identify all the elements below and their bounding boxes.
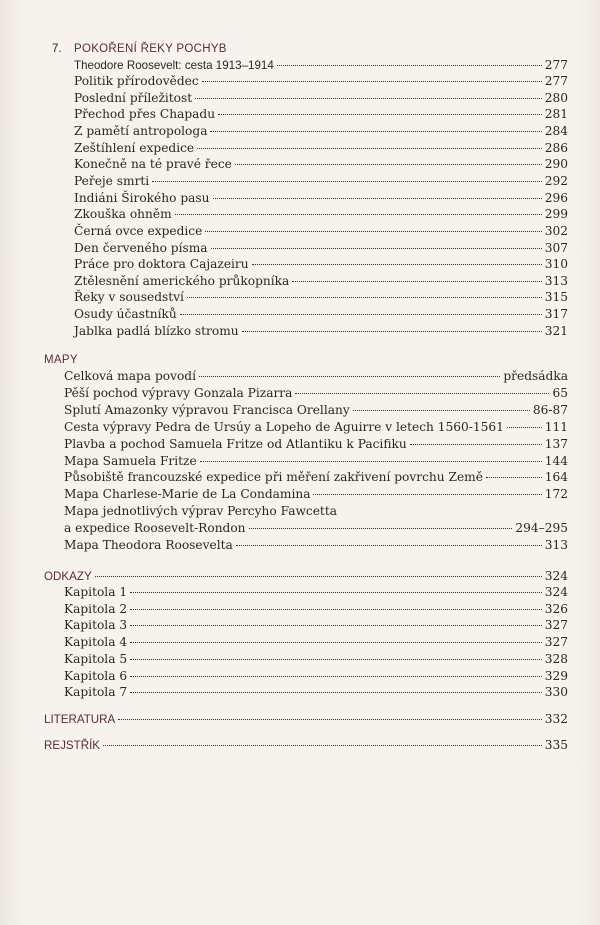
- toc-entry-page: 299: [544, 207, 568, 222]
- toc-entry-label: Z pamětí antropologa: [74, 123, 208, 138]
- dot-leader: [213, 198, 542, 199]
- toc-entry[interactable]: [74, 206, 568, 222]
- toc-entry-page: 294–295: [515, 521, 568, 536]
- dot-leader: [130, 642, 542, 643]
- dot-leader: [313, 494, 541, 495]
- dot-leader: [236, 545, 542, 546]
- references-heading-row[interactable]: [44, 568, 568, 584]
- toc-entry-page: 277: [544, 58, 568, 72]
- toc-entry-page: 327: [544, 635, 568, 650]
- toc-entry-label: Den červeného písma: [74, 240, 208, 255]
- toc-entry[interactable]: [64, 419, 568, 435]
- toc-entry[interactable]: [74, 223, 568, 239]
- toc-entry-label: Theodore Roosevelt: cesta 1913–1914: [74, 59, 274, 72]
- dot-leader: [103, 745, 542, 746]
- toc-entry-label: a expedice Roosevelt-Rondon: [64, 521, 246, 536]
- dot-leader: [130, 609, 542, 610]
- dot-leader: [187, 297, 542, 298]
- toc-entry[interactable]: [64, 436, 568, 452]
- dot-leader: [353, 410, 530, 411]
- dot-leader: [507, 427, 542, 428]
- toc-entry-page: 313: [544, 273, 568, 288]
- dot-leader: [130, 676, 542, 677]
- toc-entry-page: 327: [544, 618, 568, 633]
- toc-entry[interactable]: [64, 537, 568, 553]
- toc-entry-page: 111: [544, 419, 568, 434]
- toc-entry-page: 328: [544, 651, 568, 666]
- dot-leader: [218, 114, 542, 115]
- toc-entry-label: Mapa Charlese-Marie de La Condamina: [64, 487, 311, 502]
- dot-leader: [152, 181, 542, 182]
- dot-leader: [200, 461, 542, 462]
- dot-leader: [277, 65, 542, 66]
- dot-leader: [180, 314, 542, 315]
- dot-leader: [197, 148, 542, 149]
- toc-entry-label: Kapitola 2: [64, 601, 128, 616]
- toc-entry-page: 313: [544, 538, 568, 552]
- dot-leader: [292, 281, 541, 282]
- toc-entry[interactable]: [74, 273, 568, 289]
- literature-page: 332: [544, 712, 568, 726]
- toc-entry-label: Práce pro doktora Cajazeiru: [74, 257, 249, 272]
- index-page: 335: [544, 738, 568, 752]
- dot-leader: [242, 331, 542, 332]
- dot-leader: [130, 592, 542, 593]
- toc-entry[interactable]: [64, 368, 568, 384]
- toc-entry-label: Černá ovce expedice: [74, 223, 203, 238]
- toc-entry-label: Kapitola 5: [64, 651, 128, 666]
- dot-leader: [249, 528, 513, 529]
- toc-entry-page: 290: [544, 157, 568, 172]
- dot-leader: [202, 81, 542, 82]
- toc-entry-label: Kapitola 7: [64, 685, 128, 700]
- toc-entry-page: 86-87: [532, 402, 568, 417]
- literature-heading: LITERATURA: [44, 713, 116, 726]
- dot-leader: [235, 164, 542, 165]
- dot-leader: [130, 625, 542, 626]
- maps-heading: MAPY: [44, 354, 78, 366]
- toc-entry-label: Kapitola 1: [64, 585, 128, 599]
- toc-entry-page: 296: [544, 190, 568, 205]
- toc-entry-page: 280: [544, 90, 568, 105]
- references-page: 324: [544, 569, 568, 583]
- toc-entry-page: 330: [544, 685, 568, 700]
- dot-leader: [130, 659, 542, 660]
- literature-row[interactable]: [44, 711, 568, 727]
- toc-entry[interactable]: [74, 90, 568, 106]
- toc-entry-label: Politik přírodovědec: [74, 74, 199, 88]
- toc-entry-label: Konečně na té pravé řece: [74, 157, 232, 172]
- dot-leader: [130, 692, 542, 693]
- toc-entry[interactable]: [64, 453, 568, 469]
- toc-entry-page: 65: [552, 385, 568, 400]
- toc-entry-label: Plavba a pochod Samuela Fritze od Atlantiku k Pacifiku: [64, 436, 407, 451]
- toc-entry-label: Celková mapa povodí: [64, 369, 197, 383]
- toc-entry-label: Kapitola 6: [64, 668, 128, 683]
- dot-leader: [205, 231, 541, 232]
- toc-entry-label: Mapa Samuela Fritze: [64, 453, 197, 468]
- dot-leader: [210, 131, 541, 132]
- toc-entry[interactable]: [74, 57, 568, 73]
- toc-entry-label: Splutí Amazonky výpravou Francisca Orellany: [64, 402, 350, 417]
- toc-entry-label: Ztělesnění amerického průkopníka: [74, 273, 290, 288]
- dot-leader: [410, 444, 542, 445]
- toc-entry[interactable]: [64, 486, 568, 502]
- toc-entry-page: 321: [544, 323, 568, 338]
- toc-entry[interactable]: [74, 256, 568, 272]
- dot-leader: [211, 248, 542, 249]
- toc-entry[interactable]: [74, 173, 568, 189]
- toc-entry[interactable]: [64, 651, 568, 667]
- toc-entry[interactable]: [64, 469, 568, 485]
- dot-leader: [195, 98, 542, 99]
- toc-entry-label: Poslední příležitost: [74, 90, 193, 105]
- toc-entry-page: 315: [544, 290, 568, 305]
- toc-entry-label: Mapa Theodora Roosevelta: [64, 538, 233, 552]
- toc-entry-label: Indiáni Širokého pasu: [74, 190, 210, 205]
- toc-entry[interactable]: [64, 385, 568, 401]
- toc-entry-page: 164: [544, 470, 568, 485]
- toc-entry-label: Zeštíhlení expedice: [74, 140, 195, 155]
- toc-entry-label[interactable]: Mapa jednotlivých výprav Percyho Fawcetta: [64, 504, 337, 519]
- toc-entry[interactable]: [74, 73, 568, 89]
- toc-entry[interactable]: [74, 106, 568, 122]
- toc-entry-page: 172: [544, 487, 568, 502]
- toc-entry[interactable]: [74, 123, 568, 139]
- toc-entry[interactable]: [74, 140, 568, 156]
- toc-entry[interactable]: [64, 684, 568, 700]
- toc-entry[interactable]: [64, 601, 568, 617]
- dot-leader: [199, 376, 500, 377]
- toc-entry-page: předsádka: [503, 369, 568, 383]
- toc-entry-page: 324: [544, 585, 568, 599]
- index-row[interactable]: [44, 737, 568, 753]
- toc-entry-label: Kapitola 4: [64, 635, 128, 650]
- toc-entry-page: 292: [544, 173, 568, 188]
- toc-entry-page: 326: [544, 601, 568, 616]
- toc-entry[interactable]: [64, 520, 568, 536]
- dot-leader: [252, 264, 542, 265]
- chapter-title: POKOŘENÍ ŘEKY POCHYB: [74, 43, 227, 55]
- toc-entry[interactable]: [64, 617, 568, 633]
- toc-entry-page: 277: [544, 74, 568, 88]
- toc-entry-label: Zkouška ohněm: [74, 207, 172, 222]
- toc-entry-page: 286: [544, 140, 568, 155]
- dot-leader: [486, 477, 542, 478]
- toc-entry-label: Kapitola 3: [64, 618, 128, 633]
- toc-entry-label: Cesta výpravy Pedra de Ursúy a Lopeho de Aguirre v letech 1560-1561: [64, 419, 504, 434]
- toc-entry[interactable]: [64, 634, 568, 650]
- toc-entry[interactable]: [74, 289, 568, 305]
- toc-entry-page: 307: [544, 240, 568, 255]
- toc-entry-label: Řeky v sousedství: [74, 290, 184, 305]
- toc-entry[interactable]: [64, 584, 568, 600]
- references-heading: ODKAZY: [44, 570, 92, 583]
- index-heading: REJSTŘÍK: [44, 739, 101, 752]
- dot-leader: [295, 393, 549, 394]
- toc-entry[interactable]: [74, 156, 568, 172]
- toc-entry[interactable]: [64, 668, 568, 684]
- toc-entry[interactable]: [74, 240, 568, 256]
- toc-entry-label: Pěší pochod výpravy Gonzala Pizarra: [64, 385, 293, 400]
- toc-entry[interactable]: [74, 306, 568, 322]
- toc-entry[interactable]: [64, 402, 568, 418]
- toc-entry-label: Přechod přes Chapadu: [74, 107, 216, 122]
- chapter-number: 7.: [52, 43, 62, 55]
- toc-entry-page: 284: [544, 123, 568, 138]
- dot-leader: [95, 576, 542, 577]
- toc-entry-page: 310: [544, 257, 568, 272]
- toc-entry[interactable]: [74, 323, 568, 339]
- toc-entry-page: 317: [544, 307, 568, 322]
- toc-entry-page: 329: [544, 668, 568, 683]
- toc-entry-page: 137: [544, 436, 568, 451]
- toc-entry[interactable]: [74, 190, 568, 206]
- toc-entry-label: Osudy účastníků: [74, 307, 177, 322]
- toc-entry-label: Peřeje smrti: [74, 173, 150, 188]
- toc-entry-page: 302: [544, 223, 568, 238]
- dot-leader: [118, 719, 541, 720]
- toc-entry-label: Působiště francouzské expedice při měření zakřivení povrchu Země: [64, 470, 483, 485]
- toc-entry-page: 144: [544, 453, 568, 468]
- dot-leader: [175, 214, 542, 215]
- toc-entry-label: Jablka padlá blízko stromu: [74, 323, 239, 338]
- toc-entry-page: 281: [544, 107, 568, 122]
